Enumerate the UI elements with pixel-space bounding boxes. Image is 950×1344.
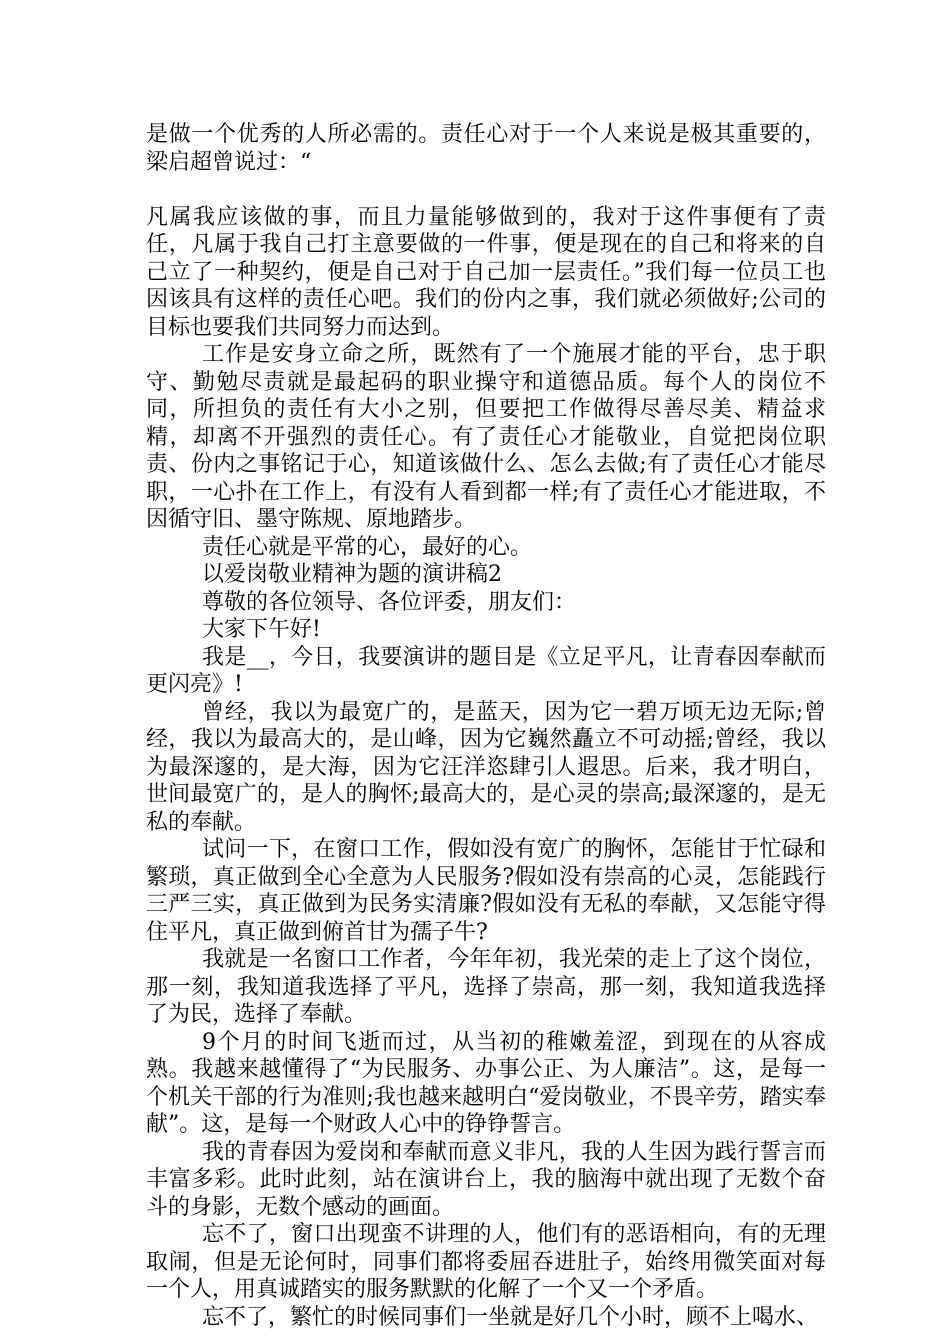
paragraph-10: 忘不了，窗口出现蛮不讲理的人，他们有的恶语相向，有的无理取闹，但是无论何时，同事们都将委屈吞进肚子，始终用微笑面对每一个人，用真诚踏实的服务默默的化解了一个又一个矛盾。	[146, 1222, 826, 1302]
paragraph-intro: 我是__，今日，我要演讲的题目是《立足平凡，让青春因奉献而更闪亮》!	[146, 644, 826, 697]
paragraph-4: 责任心就是平常的心，最好的心。	[202, 534, 533, 560]
paragraph-3: 工作是安身立命之所，既然有了一个施展才能的平台，忠于职守、勤勉尽责就是最起码的职业操守和道德品质。每个人的岗位不同，所担负的责任有大小之别，但要把工作做得尽善尽美、精益求精，却离不开强烈的责任心。有了责任心才能敬业，自觉把岗位职责、份内之事铭记于心，知道该做什么、怎么去做;有了责任心才能尽职，一心扑在工作上，有没有人看到都一样;有了责任心才能进取，不因循守旧、墨守陈规、原地踏步。	[146, 342, 826, 532]
paragraph-2: 凡属我应该做的事，而且力量能够做到的，我对于这件事便有了责任，凡属于我自己打主意要做的一件事，便是现在的自己和将来的自己立了一种契约，便是自己对于自己加一层责任。”我们每一位员工也因该具有这样的责任心吧。我们的份内之事，我们就必须做好;公司的目标也要我们共同努力而达到。	[146, 204, 826, 340]
paragraph-8: 9个月的时间飞逝而过，从当初的稚嫩羞涩，到现在的从容成熟。我越来越懂得了“为民服务、办事公正、为人廉洁”。这，是每一个机关干部的行为准则;我也越来越明白“爱岗敬业，不畏辛劳，踏实奉献”。这，是每一个财政人心中的铮铮誓言。	[146, 1029, 826, 1137]
greeting: 大家下午好!	[202, 617, 321, 642]
salutation: 尊敬的各位领导、各位评委，朋友们：	[202, 589, 577, 615]
paragraph-9: 我的青春因为爱岗和奉献而意义非凡，我的人生因为践行誓言而丰富多彩。此时此刻，站在演讲台上，我的脑海中就出现了无数个奋斗的身影，无数个感动的画面。	[146, 1139, 826, 1220]
paragraph-1: 是做一个优秀的人所必需的。责任心对于一个人来说是极其重要的，梁启超曾说过：“	[146, 122, 826, 175]
paragraph-5: 曾经，我以为最宽广的，是蓝天，因为它一碧万顷无边无际;曾经，我以为最高大的，是山峰，因为它巍然矗立不可动摇;曾经，我以为最深邃的，是大海，因为它汪洋恣肆引人遐思。后来，我才明白，世间最宽广的，是人的胸怀;最高大的，是心灵的崇高;最深邃的，是无私的奉献。	[146, 699, 826, 835]
document-body	[146, 121, 826, 1331]
blank-line	[146, 176, 826, 204]
paragraph-11: 忘不了，繁忙的时候同事们一坐就是好几个小时，顾不上喝水、	[202, 1304, 819, 1330]
speech-title: 以爱岗敬业精神为题的演讲稿2	[202, 562, 502, 587]
paragraph-7: 我就是一名窗口工作者，今年年初，我光荣的走上了这个岗位，那一刻，我知道我选择了平凡，选择了崇高，那一刻，我知道我选择了为民，选择了奉献。	[146, 947, 826, 1027]
paragraph-6: 试问一下，在窗口工作，假如没有宽广的胸怀，怎能甘于忙碌和繁琐，真正做到全心全意为人民服务?假如没有崇高的心灵，怎能践行三严三实，真正做到为民务实清廉?假如没有无私的奉献，又怎能守得住平凡，真正做到俯首甘为孺子牛?	[146, 837, 826, 945]
